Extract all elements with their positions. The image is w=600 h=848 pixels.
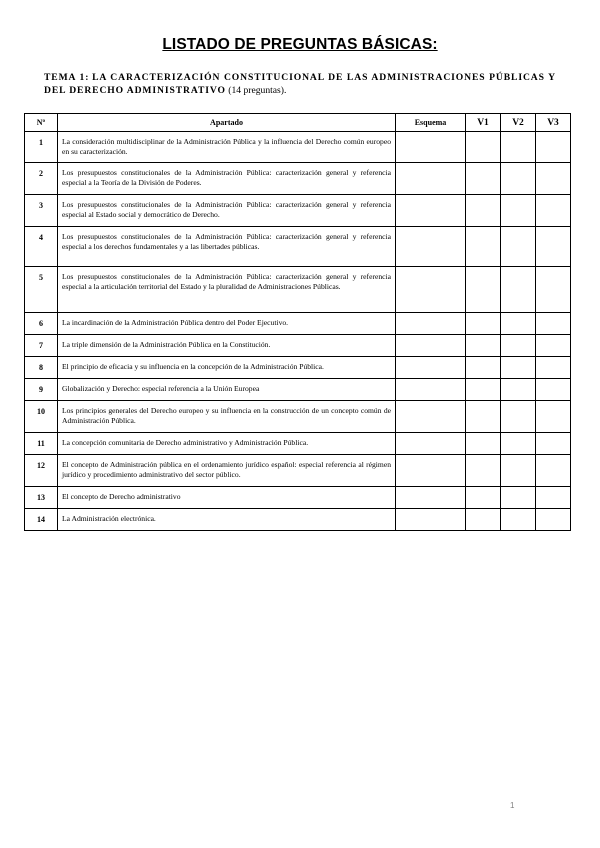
cell-v2 <box>501 509 536 531</box>
cell-esquema <box>396 163 466 195</box>
cell-v2 <box>501 379 536 401</box>
cell-v3 <box>536 455 571 487</box>
cell-v1 <box>466 195 501 227</box>
cell-v1 <box>466 455 501 487</box>
row-apartado: Los presupuestos constitucionales de la Administración Pública: caracterización general y referencia especial a la articulación territorial del Estado y la pluralidad de Administraciones Públicas. <box>58 267 396 313</box>
table-row <box>25 357 571 379</box>
table-row <box>25 313 571 335</box>
table-row <box>25 401 571 433</box>
cell-esquema <box>396 195 466 227</box>
table-row <box>25 379 571 401</box>
cell-v1 <box>466 357 501 379</box>
table-row <box>25 132 571 163</box>
cell-v3 <box>536 313 571 335</box>
cell-v2 <box>501 163 536 195</box>
cell-esquema <box>396 335 466 357</box>
row-apartado: El principio de eficacia y su influencia en la concepción de la Administración Pública. <box>58 357 396 379</box>
table-header-row <box>25 114 571 132</box>
cell-v3 <box>536 401 571 433</box>
cell-esquema <box>396 401 466 433</box>
row-apartado: Globalización y Derecho: especial referencia a la Unión Europea <box>58 379 396 401</box>
header-v2: V2 <box>501 114 536 132</box>
tema-heading <box>44 72 556 97</box>
table-row <box>25 267 571 313</box>
cell-v1 <box>466 509 501 531</box>
cell-v1 <box>466 433 501 455</box>
tema-title: LA CARACTERIZACIÓN CONSTITUCIONAL DE LAS ADMINISTRACIONES PÚBLICAS Y DEL DERECHO ADMINISTRATIVO <box>44 72 556 96</box>
cell-esquema <box>396 379 466 401</box>
row-apartado: Los presupuestos constitucionales de la Administración Pública: caracterización general y referencia especial a los derechos fundamentales y a las libertades públicas. <box>58 227 396 267</box>
table-row <box>25 487 571 509</box>
cell-v3 <box>536 487 571 509</box>
row-apartado: Los presupuestos constitucionales de la Administración Pública: caracterización general y referencia especial a la Teoría de la División de Poderes. <box>58 163 396 195</box>
row-apartado: La consideración multidisciplinar de la Administración Pública y la influencia del Derecho común europeo en su caracterización. <box>58 132 396 163</box>
cell-v2 <box>501 195 536 227</box>
cell-v3 <box>536 195 571 227</box>
row-number: 1 <box>25 132 58 163</box>
cell-v2 <box>501 313 536 335</box>
table-row <box>25 335 571 357</box>
cell-v1 <box>466 335 501 357</box>
header-num: Nº <box>25 114 58 132</box>
row-number: 12 <box>25 455 58 487</box>
tema-count: (14 preguntas). <box>228 84 287 96</box>
cell-v1 <box>466 379 501 401</box>
header-apartado: Apartado <box>58 114 396 132</box>
row-number: 8 <box>25 357 58 379</box>
cell-v3 <box>536 433 571 455</box>
cell-v1 <box>466 227 501 267</box>
cell-v3 <box>536 335 571 357</box>
cell-esquema <box>396 267 466 313</box>
cell-v3 <box>536 379 571 401</box>
row-number: 2 <box>25 163 58 195</box>
row-apartado: El concepto de Administración pública en el ordenamiento jurídico español: especial referencia al régimen jurídico y procedimiento administrativo del sector público. <box>58 455 396 487</box>
cell-esquema <box>396 487 466 509</box>
row-apartado: La triple dimensión de la Administración Pública en la Constitución. <box>58 335 396 357</box>
cell-v3 <box>536 509 571 531</box>
tema-label: TEMA 1: <box>44 72 90 83</box>
row-apartado: El concepto de Derecho administrativo <box>58 487 396 509</box>
cell-esquema <box>396 357 466 379</box>
cell-esquema <box>396 433 466 455</box>
cell-v1 <box>466 132 501 163</box>
cell-esquema <box>396 455 466 487</box>
cell-v2 <box>501 267 536 313</box>
questions-table <box>24 113 571 531</box>
cell-v2 <box>501 357 536 379</box>
row-apartado: Los presupuestos constitucionales de la Administración Pública: caracterización general y referencia especial al Estado social y democrático de Derecho. <box>58 195 396 227</box>
row-number: 11 <box>25 433 58 455</box>
cell-esquema <box>396 313 466 335</box>
row-apartado: Los principios generales del Derecho europeo y su influencia en la construcción de un concepto común de Administración Pública. <box>58 401 396 433</box>
table-row <box>25 455 571 487</box>
header-esquema: Esquema <box>396 114 466 132</box>
row-apartado: La concepción comunitaria de Derecho administrativo y Administración Pública. <box>58 433 396 455</box>
header-v3: V3 <box>536 114 571 132</box>
row-number: 10 <box>25 401 58 433</box>
cell-v3 <box>536 357 571 379</box>
cell-v3 <box>536 267 571 313</box>
cell-v1 <box>466 313 501 335</box>
cell-v2 <box>501 335 536 357</box>
cell-v3 <box>536 227 571 267</box>
page-title: LISTADO DE PREGUNTAS BÁSICAS: <box>162 36 438 53</box>
table-row <box>25 509 571 531</box>
row-apartado: La Administración electrónica. <box>58 509 396 531</box>
row-number: 6 <box>25 313 58 335</box>
table-row <box>25 195 571 227</box>
header-v1: V1 <box>466 114 501 132</box>
cell-v1 <box>466 267 501 313</box>
cell-v2 <box>501 132 536 163</box>
cell-esquema <box>396 132 466 163</box>
table-row <box>25 433 571 455</box>
row-number: 13 <box>25 487 58 509</box>
page-number: 1 <box>510 801 515 810</box>
table-row <box>25 227 571 267</box>
row-apartado: La incardinación de la Administración Pública dentro del Poder Ejecutivo. <box>58 313 396 335</box>
cell-v1 <box>466 487 501 509</box>
cell-v1 <box>466 401 501 433</box>
cell-v2 <box>501 487 536 509</box>
cell-esquema <box>396 227 466 267</box>
cell-esquema <box>396 509 466 531</box>
row-number: 14 <box>25 509 58 531</box>
cell-v2 <box>501 401 536 433</box>
table-row <box>25 163 571 195</box>
cell-v2 <box>501 433 536 455</box>
row-number: 3 <box>25 195 58 227</box>
cell-v1 <box>466 163 501 195</box>
row-number: 9 <box>25 379 58 401</box>
row-number: 4 <box>25 227 58 267</box>
cell-v3 <box>536 132 571 163</box>
cell-v3 <box>536 163 571 195</box>
row-number: 5 <box>25 267 58 313</box>
row-number: 7 <box>25 335 58 357</box>
cell-v2 <box>501 227 536 267</box>
cell-v2 <box>501 455 536 487</box>
